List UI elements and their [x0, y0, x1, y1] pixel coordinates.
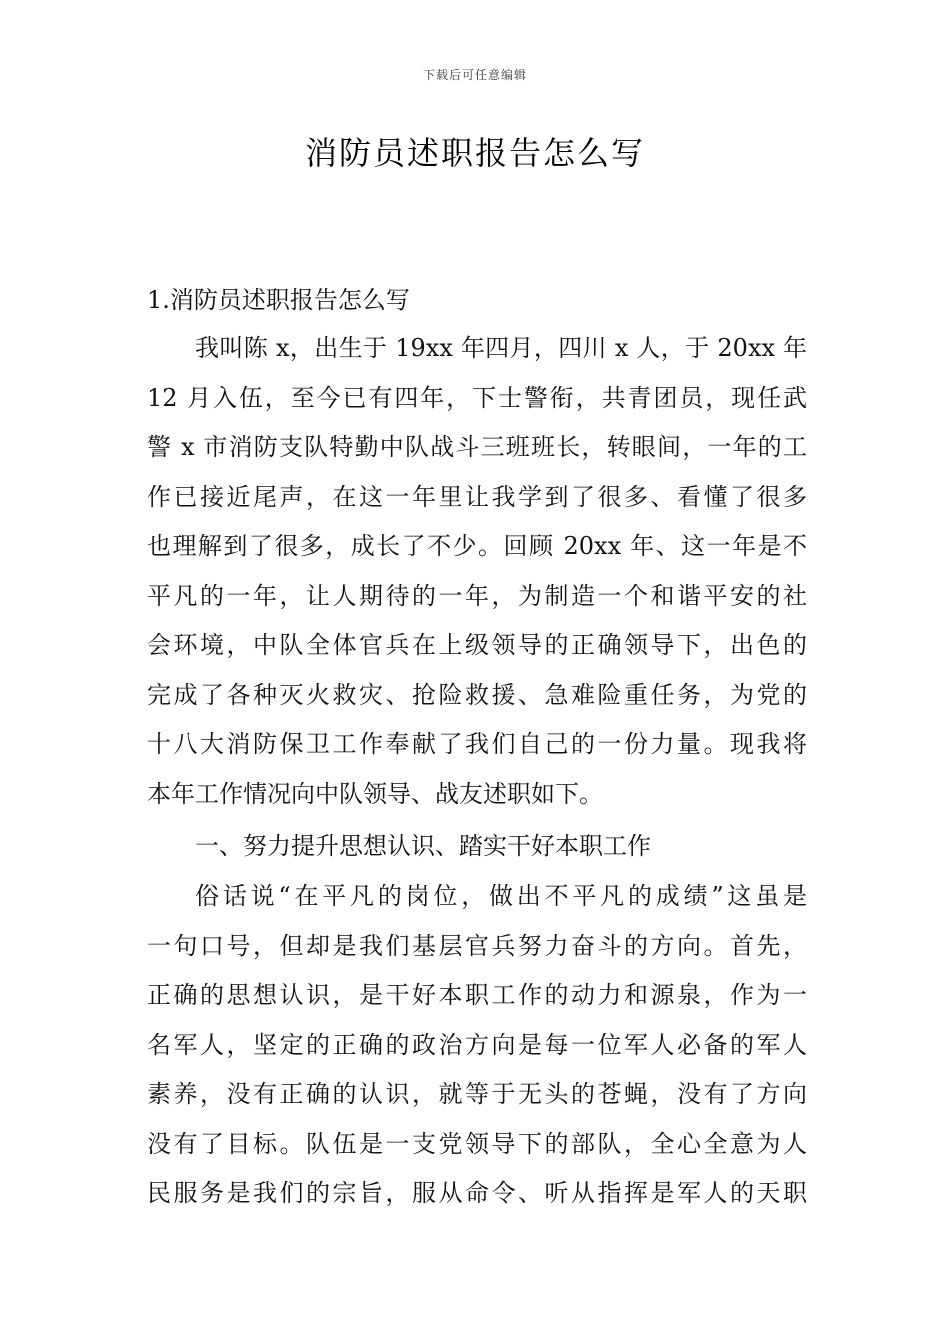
paragraph-line: 名军人，坚定的正确的政治方向是每一位军人必备的军人 [147, 1030, 807, 1059]
paragraph-line: 素养，没有正确的认识，就等于无头的苍蝇，没有了方向 [147, 1080, 807, 1108]
paragraph-line: 会环境，中队全体官兵在上级领导的正确领导下，出色的 [147, 631, 807, 659]
paragraph-line: 十八大消防保卫工作奉献了我们自己的一份力量。现我将 [147, 730, 807, 758]
paragraph-2 [147, 872, 807, 1219]
paragraph-line: 也理解到了很多，成长了不少。回顾 20xx 年、这一年是不 [147, 532, 807, 560]
paragraph-line: 完成了各种灭火救灾、抢险救援、急难险重任务，为党的 [147, 680, 807, 709]
paragraph-line: 12 月入伍，至今已有四年，下士警衔，共青团员，现任武 [147, 383, 807, 412]
paragraph-line: 平凡的一年，让人期待的一年，为制造一个和谐平安的社 [147, 581, 807, 610]
document-title: 消防员述职报告怎么写 [304, 134, 645, 172]
paragraph-line: 没有了目标。队伍是一支党领导下的部队，全心全意为人 [147, 1129, 807, 1158]
subheading-1: 一、努力提升思想认识、踏实干好本职工作 [195, 832, 651, 860]
paragraph-line: 正确的思想认识，是干好本职工作的动力和源泉，作为一 [147, 981, 807, 1009]
paragraph-line: 一句口号，但却是我们基层官兵努力奋斗的方向。首先， [147, 931, 807, 960]
paragraph-line: 民服务是我们的宗旨，服从命令、听从指挥是军人的天职 [147, 1179, 807, 1207]
download-note: 下载后可任意编辑 [422, 68, 527, 82]
paragraph-line: 俗话说“在平凡的岗位，做出不平凡的成绩”这虽是 [195, 882, 807, 910]
paragraph-line: 警 x 市消防支队特勤中队战斗三班班长，转眼间，一年的工 [147, 433, 807, 461]
paragraph-line: 我叫陈 x，出生于 19xx 年四月，四川 x 人，于 20xx 年 [195, 334, 807, 362]
paragraph-1 [147, 324, 807, 819]
section-heading: 1.消防员述职报告怎么写 [147, 286, 410, 314]
paragraph-line: 本年工作情况向中队领导、战友述职如下。 [147, 779, 603, 808]
paragraph-line: 作已接近尾声，在这一年里让我学到了很多、看懂了很多 [147, 482, 807, 511]
